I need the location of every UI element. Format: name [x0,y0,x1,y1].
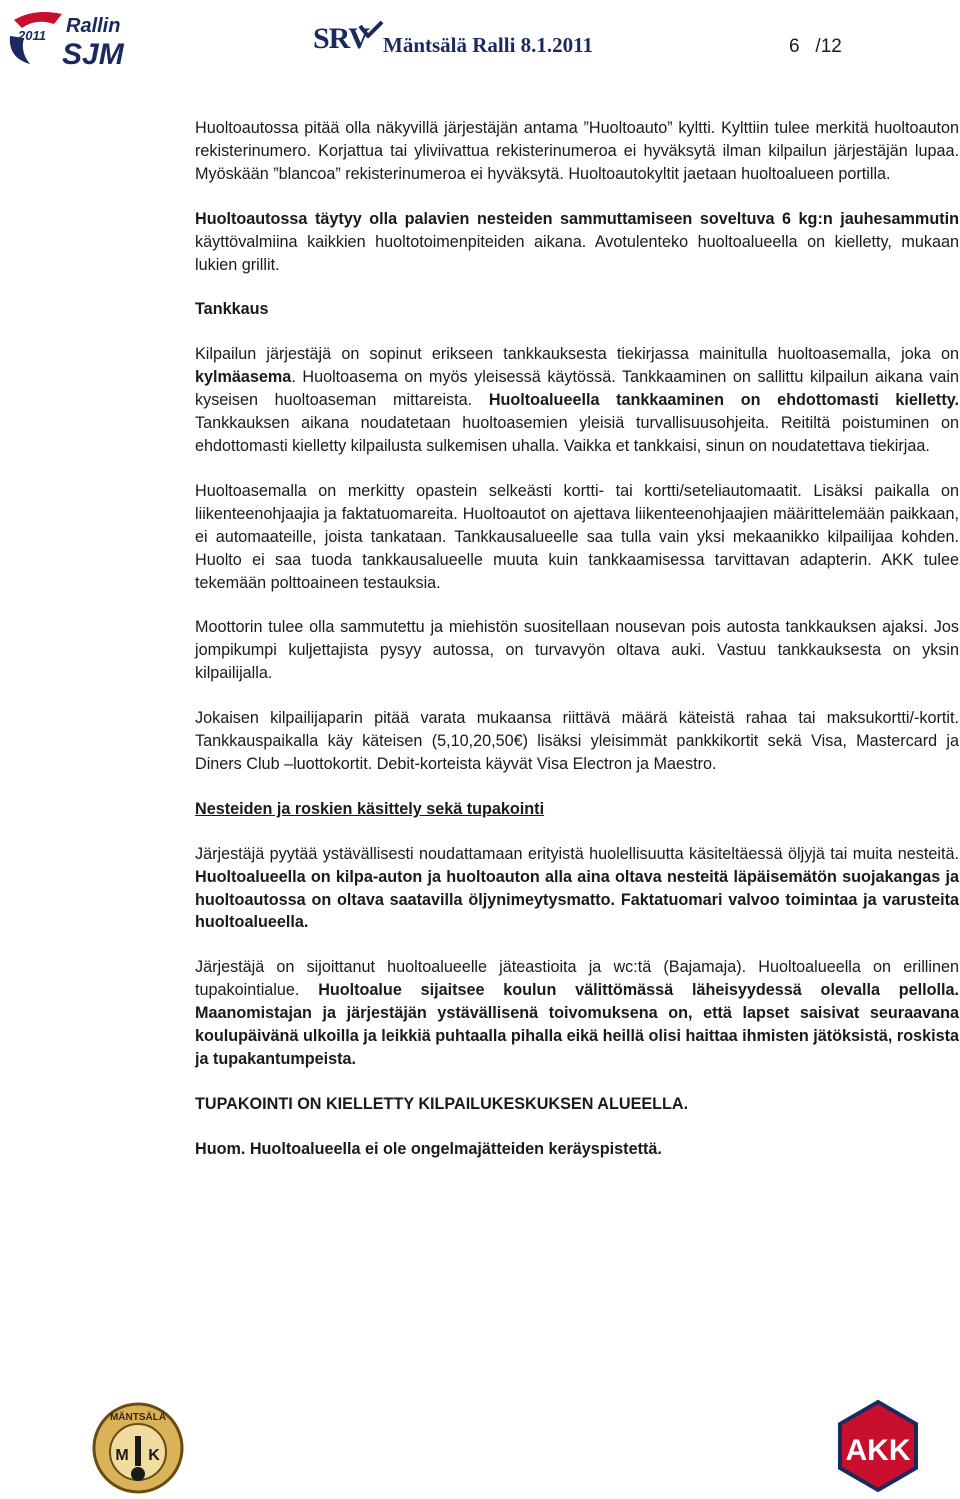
paragraph-maksutavat: Jokaisen kilpailijaparin pitää varata mukaansa riittävä määrä käteistä rahaa tai maksukortti/-kortit. Tankkauspaikalla käy käteisen (5,10,20,50€) lisäksi yleisimmät pankkikortit sekä Visa, Mastercard ja Diners Club –luottokortit. Debit-korteista käyvät Visa Electron ja Maestro. [195,709,959,773]
svg-text:M: M [115,1447,129,1464]
paragraph-jateastiat: Järjestäjä on sijoittanut huoltoalueelle jäteastioita ja wc:tä (Bajamaja). Huoltoalueella on erillinen tupakointialue. Huoltoalue sijaitsee koulun välittömässä läheisyydessä olevalla pellolla. Maanomistajan ja järjestäjän ystävällisenä toivomuksena on, että lapset saisivat seuraavana koulupäivänä ulkoilla ja leikkiä puhtaalla pihalla eikä heillä olisi haittaa ihmisten jätöksistä, roskista ja tupakantumpeista. [195,958,959,1068]
svg-text:MÄNTSÄLÄ: MÄNTSÄLÄ [109,1412,167,1423]
akk-logo [830,1398,926,1494]
svg-text:2011: 2011 [18,28,46,43]
svg-text:K: K [148,1447,160,1464]
paragraph-oljyt: Järjestäjä pyytää ystävällisesti noudattamaan erityistä huolellisuutta käsiteltäessä öljyjä tai muita nesteitä. Huoltoalueella on kilpa-auton ja huoltoauton alla aina oltava nesteitä läpäisemätön suojakangas ja huoltoautossa on oltava saatavilla öljynimeytysmatto. Faktatuomari valvoo toimintaa ja varusteita huoltoalueella. [195,844,959,932]
paragraph-moottori: Moottorin tulee olla sammutettu ja miehistön suositellaan nousevan pois autosta tankkauksen ajaksi. Jos jompikumpi kuljettajista pysyy autossa, on turvavyön oltava auki. Vastuu tankkauksesta on yksin kilpailijalla. [195,618,959,683]
paragraph-tankkaus-asema: Kilpailun järjestäjä on sopinut erikseen tankkauksesta tiekirjassa mainitulla huoltoasemalla, joka on kylmäasema. Huoltoasema on myös yleisessä käytössä. Tankkaaminen on sallittu kilpailun aikana vain kyseisen huoltoaseman mittareista. Huoltoalueella tankkaaminen on ehdottomasti kielletty. Tankkauksen aikana noudatetaan huoltoasemien yleisiä turvallisuusohjeita. Reitiltä poistuminen on ehdottomasti kielletty kilpailusta sulkemisen uhalla. Vaikka et tankkaisi, sinun on noudatettava tiekirjaa. [195,345,960,455]
page-header [0,0,960,80]
heading-tankkaus: Tankkaus [195,300,269,319]
paragraph-ongelmajate: Huom. Huoltoalueella ei ole ongelmajätteiden keräyspistettä. [195,1139,662,1158]
svg-text:AKK: AKK [845,1434,911,1467]
paragraph-huoltoauto-kyltti: Huoltoautossa pitää olla näkyvillä järjestäjän antama ”Huoltoauto” kyltti. Kylttiin tulee merkitä huoltoauton rekisterinumero. Korjattua tai yliviivattua rekisterinumeroa ei hyväksytä ilman kilpailun järjestäjän lupaa. Myöskään ”blancoa” rekisterinumeroa ei hyväksytä. Huoltoautokyltit jaetaan huoltoalueen portilla. [195,119,959,183]
mantsala-mk-logo [92,1402,184,1494]
rallin-sjm-logo [4,6,134,70]
srv-logo: SRV [313,22,369,55]
header-title: Mäntsälä Ralli 8.1.2011 [383,33,594,57]
paragraph-automaatit: Huoltoasemalla on merkitty opastein selkeästi kortti- tai kortti/seteliautomaatit. Lisäksi paikalla on liikenteenohjaajia ja faktatuomareita. Huoltoautot on ajettava liikenteenohjaajien määrittelemään paikkaan, ei automaateille, joista tankataan. Tankkausalueelle saa tulla vain yksi mekaanikko kilpailijaa kohden. Huolto ei saa tuoda tankkausalueelle muuta kuin tankkaamisessa tarvittavan adapterin. AKK tulee tekemään polttoaineen testauksia. [195,481,959,592]
paragraph-tupakointikielto: TUPAKOINTI ON KIELLETTY KILPAILUKESKUKSEN ALUEELLA. [195,1094,689,1113]
svg-text:SJM: SJM [62,38,124,70]
document-body [195,117,959,1161]
srv-checkmark-icon [358,20,384,38]
heading-nesteet: Nesteiden ja roskien käsittely sekä tupakointi [195,799,545,818]
paragraph-sammutin: Huoltoautossa täytyy olla palavien nesteiden sammuttamiseen soveltuva 6 kg:n jauhesammutin käyttövalmiina kaikkien huoltotoimenpiteiden aikana. Avotulenteko huoltoalueella on kielletty, mukaan lukien grillit. [195,209,959,274]
svg-text:Rallin: Rallin [66,15,121,37]
page-number: 6 /12 [789,36,842,57]
